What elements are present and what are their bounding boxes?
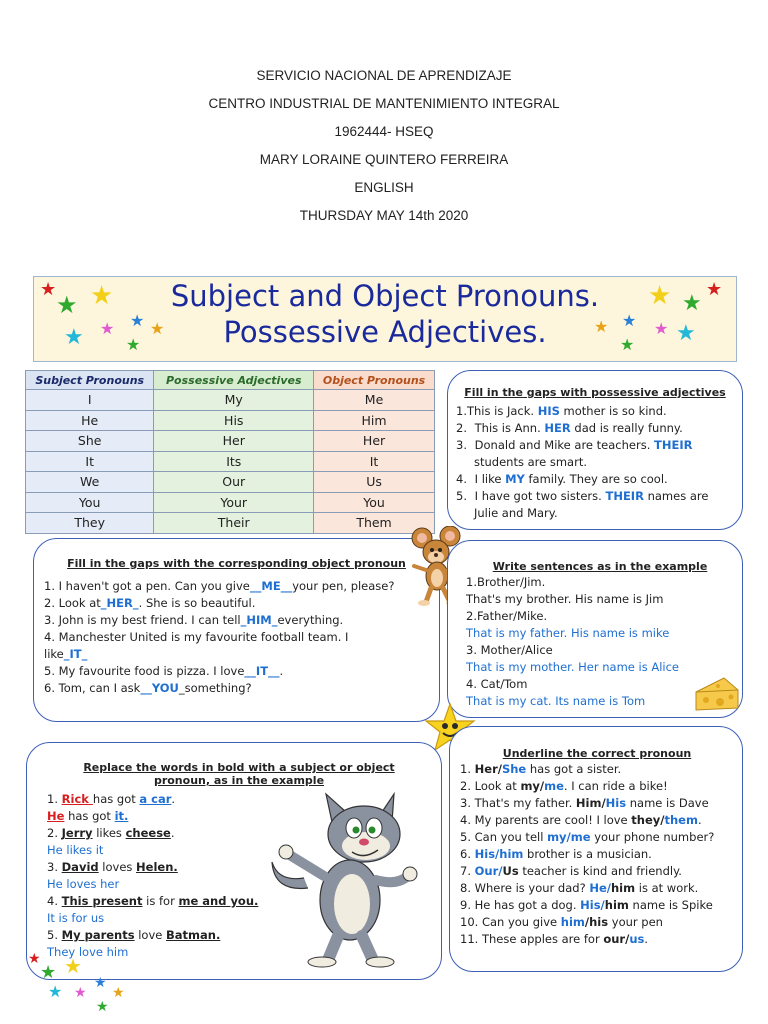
line-number: 3.: [44, 613, 55, 627]
table-cell: Our: [154, 472, 314, 493]
star-icon: ★: [40, 962, 57, 983]
exercise-line: Julie and Mary.: [474, 506, 558, 520]
answer-text: It is for us: [47, 911, 105, 925]
choice-text: him: [604, 898, 629, 912]
line-text: I have got two sisters.: [474, 489, 606, 503]
line-number: 2.: [456, 421, 467, 435]
column-header: Subject Pronouns: [26, 371, 154, 390]
line-text: name is Spike: [628, 898, 713, 912]
exercise-line: [460, 931, 734, 948]
table-cell: He: [26, 410, 154, 431]
table-row: [26, 431, 435, 452]
title-line-1: Subject and Object Pronouns.: [170, 279, 600, 313]
star-icon: ★: [28, 951, 41, 967]
box-title: Write sentences as in the example: [492, 560, 708, 573]
highlight-text: it.: [114, 809, 129, 823]
exercise-line: [44, 595, 429, 612]
pronoun-table: [25, 370, 435, 534]
exercise-line: [456, 471, 734, 488]
line-text: .: [697, 813, 702, 827]
exercise-prompt: 3. Mother/Alice: [466, 643, 553, 657]
star-icon: ★: [112, 985, 125, 1001]
exercise-line: [460, 846, 734, 863]
table-cell: Your: [154, 492, 314, 513]
table-cell: His: [154, 410, 314, 431]
answer-text: They love him: [47, 945, 129, 959]
line-text: is at work.: [635, 881, 699, 895]
line-text: loves: [98, 860, 137, 874]
line-text: likes: [92, 826, 126, 840]
line-text: Donald and Mike are teachers.: [474, 438, 655, 452]
exercise-line: [460, 761, 734, 778]
answer-text: __IT__: [244, 664, 280, 678]
exercise-line: [460, 880, 734, 897]
line-number: 2.: [44, 596, 55, 610]
line-text: 2. Look at: [460, 779, 521, 793]
example-sentence: That's my brother. His name is Jim: [466, 592, 664, 606]
star-icon: ★: [130, 311, 145, 330]
highlight-text: He: [47, 809, 65, 823]
answer-text: THEIR: [654, 438, 693, 452]
answer-text: He loves her: [47, 877, 120, 891]
line-text: . I can ride a bike!: [563, 779, 668, 793]
answer-text: That is my father. His name is mike: [466, 626, 670, 640]
line-number: 2.: [47, 826, 62, 840]
line-number: 4.: [44, 630, 55, 644]
answer-text: That is my cat. Its name is Tom: [466, 694, 646, 708]
answer-text: __ME__: [249, 579, 293, 593]
star-icon: ★: [64, 325, 84, 350]
table-row: [26, 451, 435, 472]
answer-text: them: [664, 813, 698, 827]
exercise-line: [460, 863, 734, 880]
line-text: mother is so kind.: [559, 404, 667, 418]
column-header: Possessive Adjectives: [154, 371, 314, 390]
table-row: [26, 410, 435, 431]
line-number: 7.: [460, 864, 475, 878]
header-center: CENTRO INDUSTRIAL DE MANTENIMIENTO INTEGRAL: [208, 96, 560, 111]
line-text: 3. That's my father.: [460, 796, 576, 810]
line-text: My favourite food is pizza. I love: [54, 664, 245, 678]
exercise-line: [44, 646, 429, 663]
table-cell: It: [314, 451, 435, 472]
exercise-line: [44, 663, 429, 680]
box-title: Fill in the gaps with possessive adjectives: [464, 386, 726, 399]
exercise-line: [460, 914, 734, 931]
answer-text: us: [629, 932, 645, 946]
answer-text: HIS: [537, 404, 560, 418]
line-text: everything.: [277, 613, 344, 627]
choice-text: Him/: [575, 796, 606, 810]
line-text: your pen: [608, 915, 663, 929]
bold-text: My parents: [61, 928, 135, 942]
header-institution: SERVICIO NACIONAL DE APRENDIZAJE: [256, 68, 512, 83]
exercise-line: [44, 680, 429, 697]
line-text: 4. My parents are cool! I love: [460, 813, 632, 827]
star-icon: ★: [64, 954, 82, 978]
line-text: your phone number?: [590, 830, 715, 844]
line-text: John is my best friend. I can tell: [54, 613, 241, 627]
exercise-line: [44, 612, 429, 629]
exercise-line: [460, 795, 734, 812]
table-cell: Their: [154, 513, 314, 534]
answer-text: __YOU: [140, 681, 179, 695]
header-subject: ENGLISH: [354, 180, 414, 195]
table-cell: She: [26, 431, 154, 452]
exercise-line: [456, 403, 734, 420]
star-icon: ★: [126, 335, 141, 354]
table-cell: My: [154, 390, 314, 411]
exercise-line: [456, 420, 734, 437]
star-icon: ★: [96, 999, 109, 1015]
table-cell: Us: [314, 472, 435, 493]
line-text: 11. These apples are for: [460, 932, 604, 946]
line-text: is for: [142, 894, 179, 908]
answer-text: Our/: [474, 864, 503, 878]
exercise-line: [44, 578, 429, 595]
line-text: has got a sister.: [526, 762, 622, 776]
line-number: 1.: [460, 762, 475, 776]
answer-text: MY: [505, 472, 525, 486]
table-cell: It: [26, 451, 154, 472]
exercise-line: [460, 829, 734, 846]
document-header: [0, 66, 768, 234]
bold-text: Helen.: [136, 860, 178, 874]
star-icon: ★: [100, 319, 115, 338]
answer-text: His/him: [474, 847, 524, 861]
line-text: _something?: [178, 681, 252, 695]
answer-text: He likes it: [47, 843, 104, 857]
line-text: names are: [643, 489, 709, 503]
line-number: 3.: [47, 860, 62, 874]
star-icon: ★: [56, 291, 78, 319]
star-icon: ★: [676, 321, 696, 346]
table-cell: Me: [314, 390, 435, 411]
star-icon: ★: [74, 985, 87, 1001]
star-icon: ★: [150, 319, 165, 338]
exercise-line: students are smart.: [474, 455, 587, 469]
star-icon: ★: [48, 982, 63, 1001]
line-number: 1.: [47, 792, 62, 806]
table-cell: Him: [314, 410, 435, 431]
line-text: your pen, please?: [292, 579, 395, 593]
star-icon: ★: [706, 279, 723, 300]
bold-text: This present: [61, 894, 143, 908]
answer-text: _HIM_: [240, 613, 278, 627]
table-cell: You: [26, 492, 154, 513]
answer-text: him: [560, 915, 585, 929]
answer-text: _IT_: [63, 647, 88, 661]
line-text: Look at: [54, 596, 101, 610]
object-pronoun-exercise-box: [33, 538, 440, 722]
line-text: love: [134, 928, 167, 942]
line-text: name is Dave: [626, 796, 709, 810]
highlight-text: Rick: [61, 792, 93, 806]
exercise-prompt: 4. Cat/Tom: [466, 677, 528, 691]
bold-text: cheese: [125, 826, 171, 840]
choice-text: him: [610, 881, 636, 895]
choice-text: my/: [520, 779, 545, 793]
line-text: 10. Can you give: [460, 915, 561, 929]
box-title-line-2: pronoun, as in the example: [153, 774, 325, 787]
table-header-row: [26, 371, 435, 390]
line-text: 9. He has got a dog.: [460, 898, 581, 912]
line-text: .: [279, 664, 284, 678]
answer-text: my/me: [547, 830, 591, 844]
table-cell: Its: [154, 451, 314, 472]
answer-text: HER: [544, 421, 571, 435]
line-text: Manchester United is my favourite football team. I: [54, 630, 349, 644]
answer-text: He/: [589, 881, 611, 895]
line-text: .: [171, 792, 176, 806]
line-text: .: [644, 932, 649, 946]
line-text: 5. Can you tell: [460, 830, 548, 844]
choice-text: they/: [631, 813, 665, 827]
exercise-line: [460, 897, 734, 914]
box-title: Underline the correct pronoun: [502, 747, 692, 760]
line-text: brother is a musician.: [523, 847, 652, 861]
star-icon: ★: [94, 975, 107, 991]
exercise-line: [44, 629, 429, 646]
answer-text: His/: [580, 898, 605, 912]
answer-text: That is my mother. Her name is Alice: [466, 660, 679, 674]
star-cluster: [26, 950, 136, 1020]
cheese-illustration: [694, 674, 740, 714]
line-number: 4.: [47, 894, 62, 908]
line-text: has got: [64, 809, 115, 823]
table-cell: Her: [314, 431, 435, 452]
line-text: 1.This is Jack.: [456, 404, 538, 418]
star-icon: ★: [40, 279, 57, 300]
exercise-prompt: 2.Father/Mike.: [466, 609, 548, 623]
header-course-code: 1962444- HSEQ: [334, 124, 434, 139]
line-text: teacher is kind and friendly.: [518, 864, 682, 878]
star-icon: ★: [90, 281, 114, 311]
bold-text: me and you.: [178, 894, 259, 908]
exercise-line: [460, 778, 734, 795]
box-title: Fill in the gaps with the corresponding object pronoun: [67, 557, 406, 570]
line-text: Tom, can I ask: [54, 681, 141, 695]
answer-text: me: [544, 779, 564, 793]
answer-text: THEIR: [605, 489, 644, 503]
line-text: family. They are so cool.: [524, 472, 668, 486]
line-number: 5.: [44, 664, 55, 678]
table-cell: Her: [154, 431, 314, 452]
line-text: like: [44, 647, 64, 661]
tom-cat-illustration: [268, 792, 426, 968]
line-number: 5.: [47, 928, 62, 942]
star-icon: ★: [622, 311, 637, 330]
table-row: [26, 390, 435, 411]
box-title-line-1: Replace the words in bold with a subject or object: [83, 761, 395, 774]
line-number: 1.: [44, 579, 55, 593]
choice-text: /his: [584, 915, 609, 929]
bold-text: Jerry: [61, 826, 93, 840]
line-number: 5.: [456, 489, 467, 503]
highlight-text: a car: [139, 792, 172, 806]
example-prompt: 1.Brother/Jim.: [466, 575, 546, 589]
possessive-exercise-box: [447, 370, 743, 530]
star-icon: ★: [682, 291, 702, 316]
star-icon: ★: [648, 281, 672, 311]
underline-pronoun-box: [449, 726, 743, 972]
table-cell: You: [314, 492, 435, 513]
table-cell: We: [26, 472, 154, 493]
title-line-2: Possessive Adjectives.: [223, 315, 547, 349]
column-header: Object Pronouns: [314, 371, 435, 390]
star-icon: ★: [620, 335, 635, 354]
answer-text: _HER_: [100, 596, 139, 610]
table-row: [26, 492, 435, 513]
title-banner: [33, 276, 737, 362]
header-date: THURSDAY MAY 14th 2020: [299, 208, 469, 223]
answer-text: His: [605, 796, 627, 810]
line-number: 4.: [456, 472, 467, 486]
choice-text: Her/: [474, 762, 502, 776]
line-text: has got: [92, 792, 140, 806]
line-number: 3.: [456, 438, 467, 452]
line-number: 6.: [460, 847, 475, 861]
line-text: . She is so beautiful.: [138, 596, 256, 610]
choice-text: our/: [603, 932, 630, 946]
line-number: 6.: [44, 681, 55, 695]
exercise-line: [456, 437, 734, 454]
header-student-name: MARY LORAINE QUINTERO FERREIRA: [259, 152, 509, 167]
line-text: dad is really funny.: [570, 421, 683, 435]
bold-text: Batman.: [166, 928, 221, 942]
choice-text: Us: [502, 864, 519, 878]
table-row: [26, 472, 435, 493]
line-text: 8. Where is your dad?: [460, 881, 590, 895]
line-text: I haven't got a pen. Can you give: [54, 579, 250, 593]
star-icon: ★: [654, 319, 669, 338]
line-text: This is Ann.: [474, 421, 545, 435]
exercise-line: [456, 488, 734, 505]
star-icon: ★: [594, 317, 609, 336]
table-cell: I: [26, 390, 154, 411]
line-text: I like: [474, 472, 506, 486]
table-cell: Them: [314, 513, 435, 534]
table-row: [26, 513, 435, 534]
answer-text: She: [501, 762, 527, 776]
table-cell: They: [26, 513, 154, 534]
exercise-line: [460, 812, 734, 829]
line-text: .: [170, 826, 175, 840]
bold-text: David: [61, 860, 99, 874]
